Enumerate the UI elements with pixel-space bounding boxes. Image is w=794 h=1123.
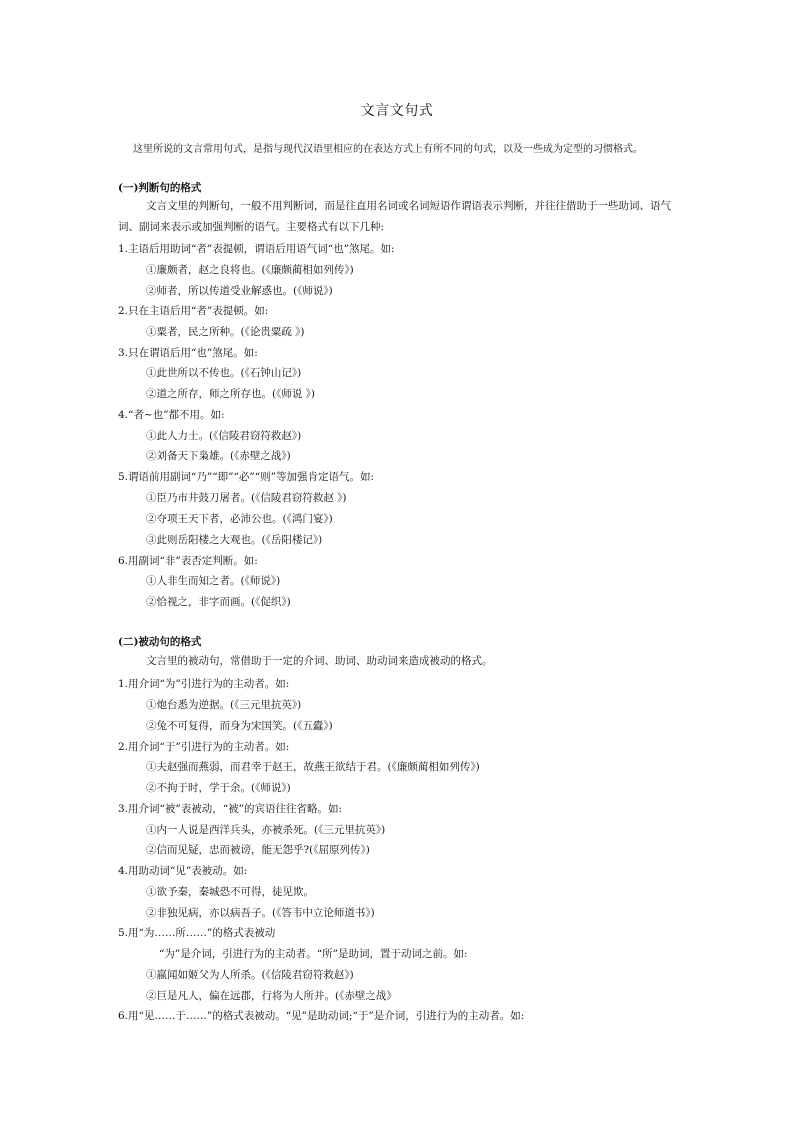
s2-item5-ex2: ②巨是凡人，偏在远郡，行将为人所并。(《赤壁之战》	[146, 990, 397, 1002]
s1-item3-ex1: ①此世所以不传也。(《石钟山记》)	[146, 367, 302, 379]
s1-item6-ex1: ①人非生而知之者。(《师说》)	[146, 575, 281, 587]
s1-item1-head: 1.主语后用助词“者”表提顿，谓语后用语气词“也”煞尾。如:	[118, 243, 395, 255]
s2-item5-ex1: ①嬴闻如姬父为人所杀。(《信陵君窃符救赵》)	[146, 969, 354, 981]
s1-item4-ex2: ②刘备天下枭雄。(《赤壁之战》)	[146, 450, 291, 462]
s1-item3-ex2: ②道之所存，师之所存也。(《师说 》)	[146, 388, 316, 400]
s2-item1-ex2: ②兔不可复得，而身为宋国笑。(《五蠹》)	[146, 720, 333, 732]
s1-item6-ex2: ②恰视之，非字而画。(《促织》)	[146, 596, 291, 608]
s2-item2-ex1: ①夫赵强而燕弱，而君幸于赵王，故燕王欲结于君。(《廉颇蔺相如列传》)	[146, 761, 480, 773]
s2-item3-head: 3.用介词“被”表被动，“被”的宾语往往省略。如:	[118, 803, 343, 815]
s2-item2-head: 2.用介词“于”引进行为的主动者。如:	[118, 741, 290, 753]
s2-item4-ex1: ①欲予秦，秦城恐不可得，徒见欺。	[146, 886, 314, 898]
section1-heading: (一)判断句的格式	[118, 182, 202, 194]
section1-paragraph: 文言文里的判断句，一般不用判断词，而是往直用名词或名词短语作谓语表示判断，并往往借助于一些助词、语气词、副词来表示或加强判断的语气。主要格式有以下几种:	[118, 200, 671, 233]
s2-item6-head: 6.用“见……于……”的格式表被动。“见”是助动词;“于”是介词，引进行为的主动者。如:	[118, 1010, 525, 1022]
s1-item3-head: 3.只在谓语后用“也”煞尾。如:	[118, 347, 258, 359]
s1-item2-head: 2.只在主语后用“者”表提顿。如:	[118, 305, 269, 317]
section2-paragraph: 文言里的被动句，常借助于一定的介词、助词、助动词来造成被动的格式。	[146, 655, 493, 667]
page-title: 文言文句式	[360, 103, 434, 119]
intro-paragraph: 这里所说的文言常用句式，是指与现代汉语里相应的在表达方式上有所不同的句式，以及一些成为定型的习惯格式。	[133, 144, 643, 155]
section2-heading: (二)被动句的格式	[118, 636, 202, 648]
s2-item5-head: 5.用“为……所……”的格式表被动	[118, 927, 276, 939]
s1-item5-head: 5.谓语前用副词“乃”“即”“必”“则”等加强肯定语气。如:	[118, 471, 374, 483]
s1-item4-ex1: ①此人力士。(《信陵君窃符救赵》)	[146, 430, 302, 442]
s1-item5-ex1: ①臣乃市井鼓刀屠者。(《信陵君窃符救赵 》)	[146, 492, 347, 504]
s2-item1-head: 1.用介词“为”引进行为的主动者。如:	[118, 678, 290, 690]
s2-item4-head: 4.用助动词“见”表被动。如:	[118, 865, 248, 877]
s1-item5-ex3: ③此则岳阳楼之大观也。(《岳阳楼记》)	[146, 534, 323, 546]
s2-item4-ex2: ②非独见病，亦以病吾子。(《答韦中立论师道书》)	[146, 907, 375, 919]
s1-item6-head: 6.用副词“非”表否定判断。如:	[118, 555, 258, 567]
s2-item5-sub: “为”是介词，引进行为的主动者。“所”是助词，置于动词之前。如:	[159, 948, 468, 960]
s2-item3-ex2: ②信而见疑，忠而被谤，能无怨乎?(《屈原列传》)	[146, 844, 370, 856]
s2-item2-ex2: ②不拘于时，学于余。(《师说》)	[146, 782, 291, 794]
s1-item1-ex2: ②师者，所以传道受业解惑也。(《师说》)	[146, 285, 333, 297]
s1-item4-head: 4.“者~也”都不用。如:	[118, 409, 225, 421]
s2-item3-ex1: ①内一人说是西洋兵头，亦被杀死。(《三元里抗英》)	[146, 824, 386, 836]
s1-item5-ex2: ②夺项王天下者，必沛公也。(《鸿门宴》)	[146, 513, 333, 525]
s1-item2-ex1: ①粟者，民之所种。(《论贵粟疏 》)	[146, 326, 305, 338]
s1-item1-ex1: ①廉颇者，赵之良将也。(《廉颇蔺相如列传》)	[146, 264, 354, 276]
s2-item1-ex1: ①炮台悉为逆据。(《三元里抗英》)	[146, 699, 302, 711]
